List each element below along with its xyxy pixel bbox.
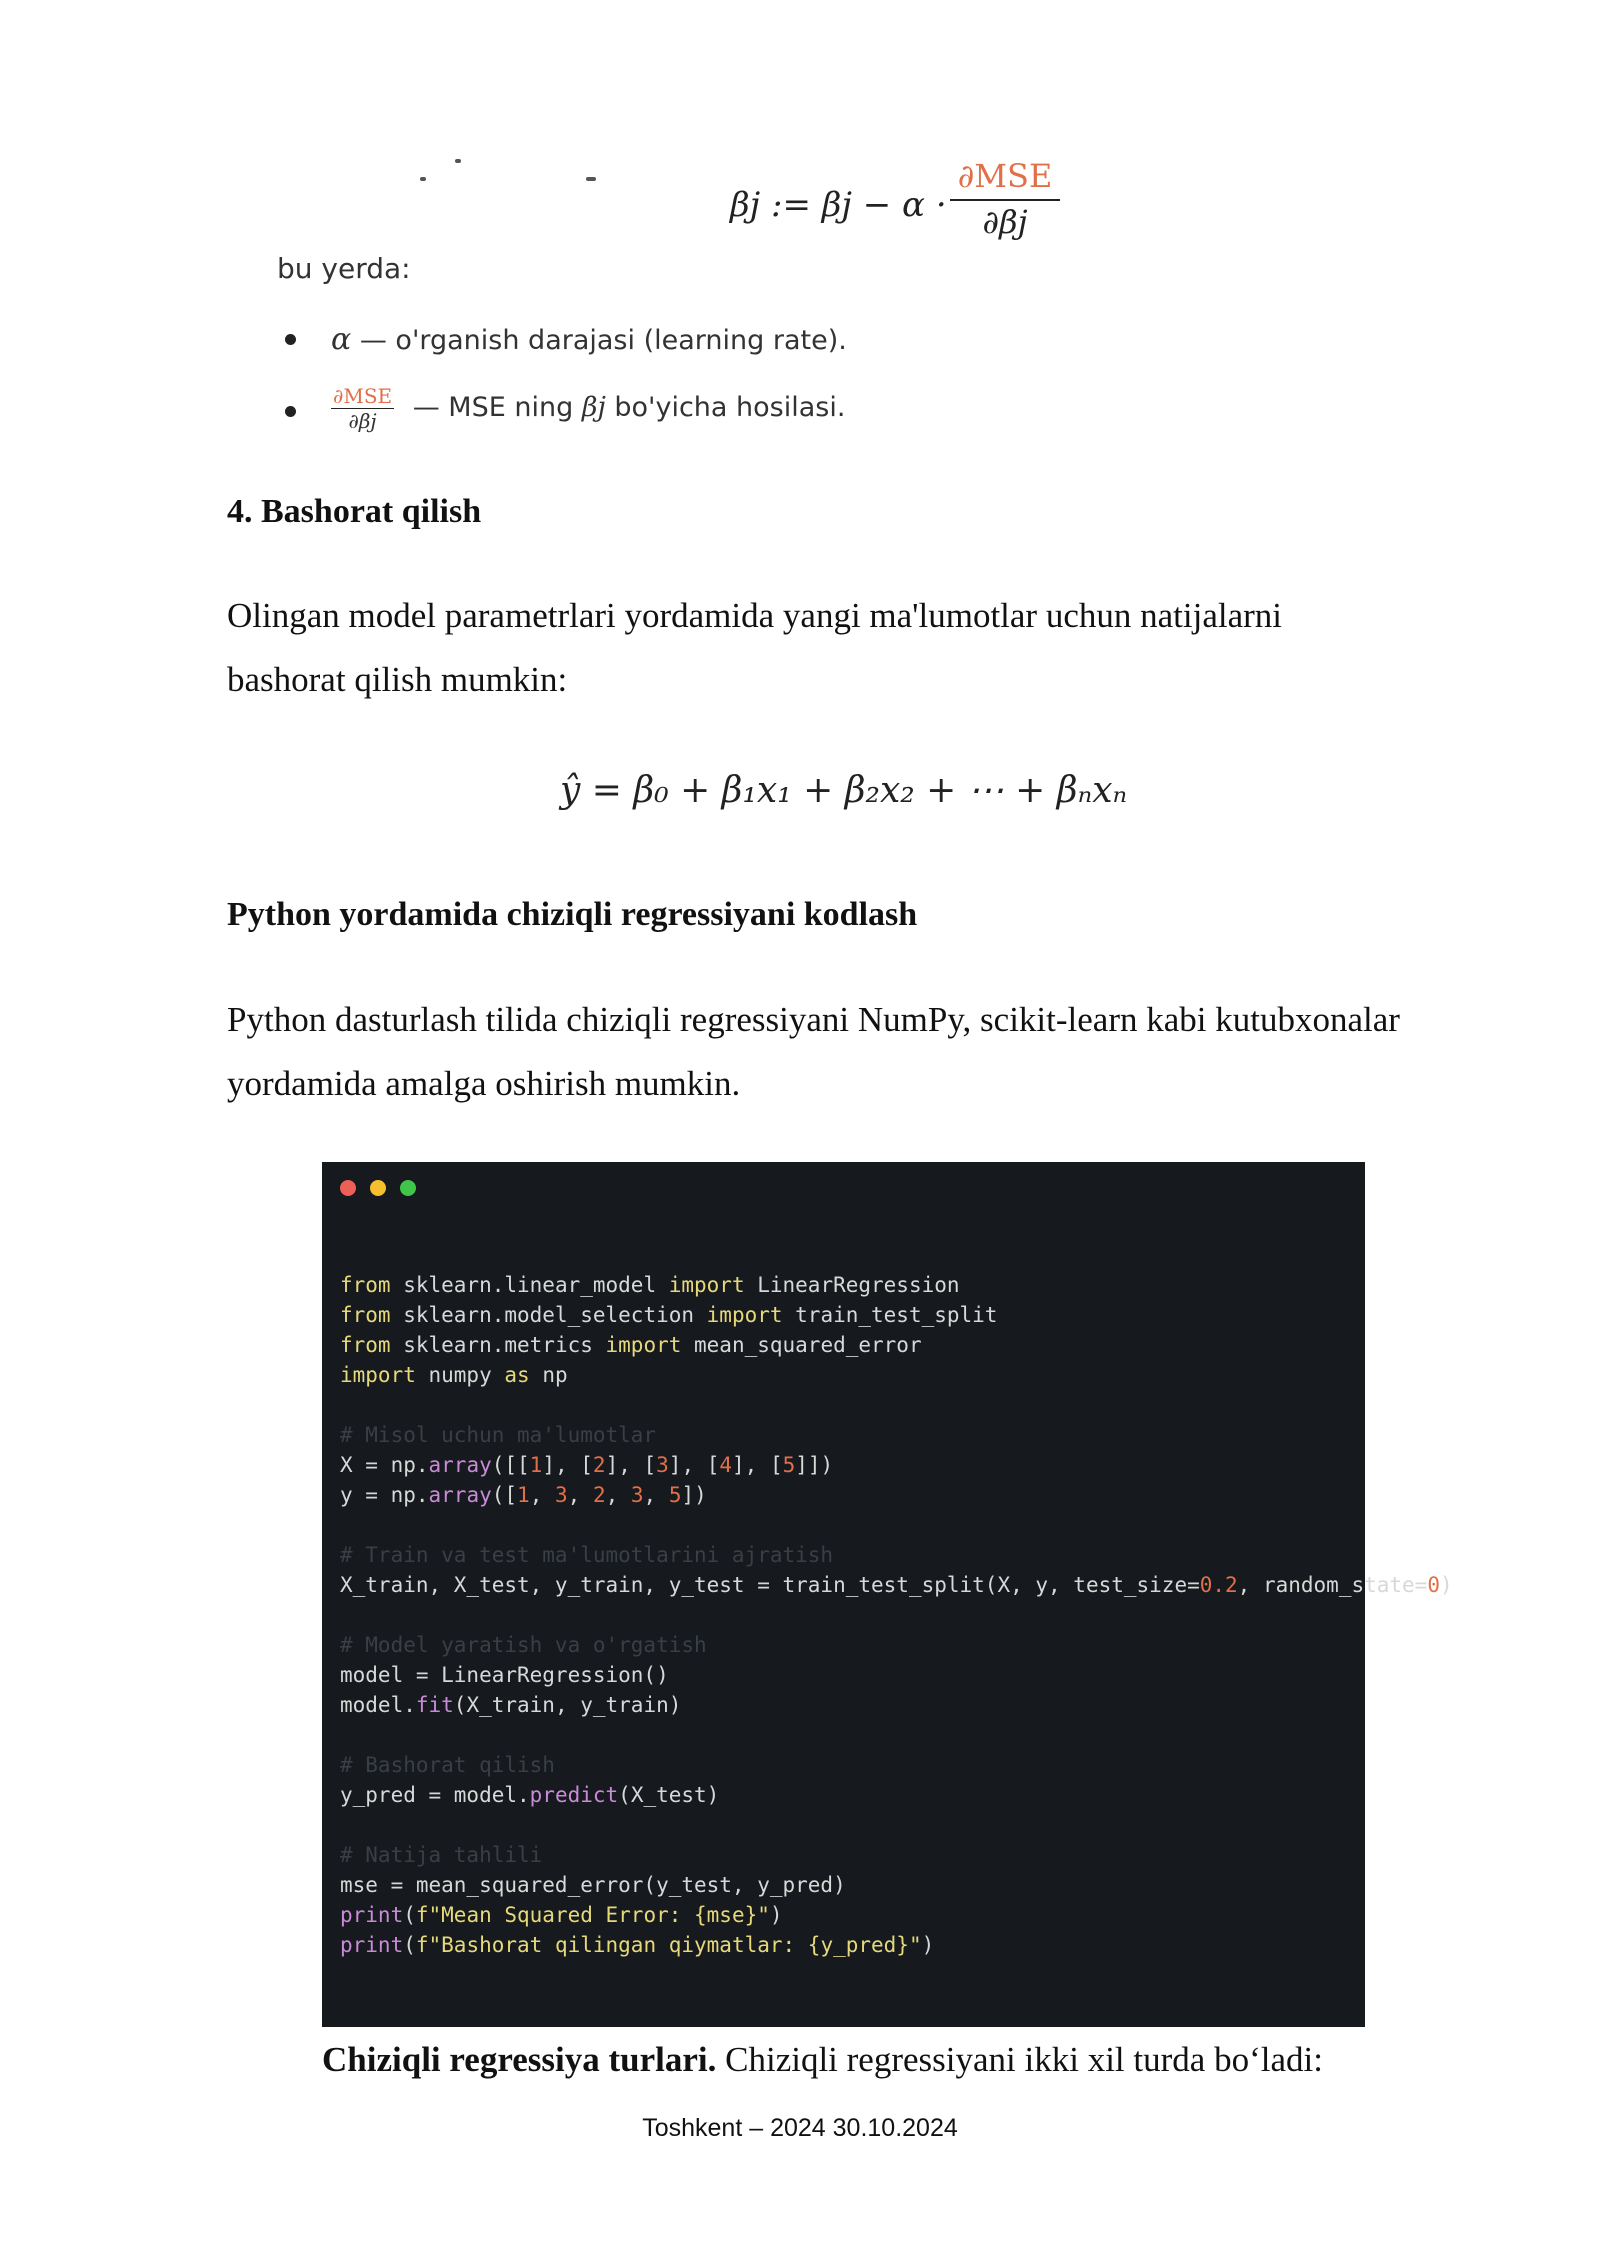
minimize-dot-icon — [370, 1180, 386, 1196]
bullet-text-after: bo'yicha hosilasi. — [605, 392, 846, 423]
page-footer: Toshkent – 2024 30.10.2024 — [642, 2114, 958, 2142]
code-line — [340, 1390, 1453, 1420]
bullet-icon — [285, 406, 296, 417]
code-block — [340, 1270, 1453, 1960]
code-line: # Natija tahlili — [340, 1843, 543, 1867]
code-line: X = np.array([[1], [2], [3], [4], [5]]) — [340, 1453, 834, 1477]
code-line: from sklearn.model_selection import train_test_split — [340, 1303, 998, 1327]
bullet-icon — [285, 334, 296, 345]
gradient-update-formula — [700, 155, 1100, 265]
code-line: from sklearn.linear_model import LinearRegression — [340, 1273, 960, 1297]
code-line: y_pred = model.predict(X_test) — [340, 1783, 720, 1807]
window-controls — [340, 1180, 426, 1201]
bullet-text: — o'rganish darajasi (learning rate). — [351, 325, 847, 356]
code-line — [340, 1720, 1453, 1750]
prediction-formula: ŷ = β₀ + β₁x₁ + β₂x₂ + ⋯ + βₙxₙ — [560, 770, 1128, 811]
code-line: model.fit(X_train, y_train) — [340, 1693, 682, 1717]
alpha-symbol: α — [331, 322, 352, 357]
maximize-dot-icon — [400, 1180, 416, 1196]
formula-fraction — [950, 157, 1060, 241]
code-line — [340, 1810, 1453, 1840]
fraction-numerator: ∂MSE — [333, 384, 393, 408]
code-line: print(f"Mean Squared Error: {mse}") — [340, 1903, 783, 1927]
code-line: print(f"Bashorat qilingan qiymatlar: {y_pred}") — [340, 1933, 935, 1957]
code-line — [340, 1600, 1453, 1630]
code-line: # Train va test ma'lumotlarini ajratish — [340, 1543, 834, 1567]
code-line: X_train, X_test, y_train, y_test = train_test_split(X, y, test_size=0.2, random_state=0) — [340, 1573, 1453, 1597]
close-dot-icon — [340, 1180, 356, 1196]
code-line: import numpy as np — [340, 1363, 568, 1387]
caption-text: Chiziqli regressiyani ikki xil turda boʻladi: — [716, 2040, 1323, 2079]
fraction-denominator: ∂βj — [982, 203, 1028, 241]
paragraph: Olingan model parametrlari yordamida yangi ma'lumotlar uchun natijalarni bashorat qilish mumkin: — [227, 596, 1282, 699]
code-line: # Model yaratish va o'rgatish — [340, 1633, 707, 1657]
formula-lhs: βj := βj − α · — [730, 185, 947, 225]
derivative-fraction — [331, 386, 394, 431]
fraction-denominator: ∂βj — [348, 409, 377, 433]
beta-symbol: βj — [581, 392, 606, 423]
section-heading: Python yordamida chiziqli regressiyani kodlash — [227, 896, 918, 933]
paragraph: Python dasturlash tilida chiziqli regressiyani NumPy, scikit-learn kabi kutubxonalar yordamida amalga oshirish mumkin. — [227, 1000, 1400, 1103]
code-line: y = np.array([1, 3, 2, 3, 5]) — [340, 1483, 707, 1507]
caption — [322, 2040, 1323, 2080]
code-screenshot — [322, 1162, 1453, 2027]
code-line: mse = mean_squared_error(y_test, y_pred) — [340, 1873, 846, 1897]
section-heading: 4. Bashorat qilish — [227, 493, 482, 530]
bullet-text-before: — MSE ning — [404, 392, 582, 423]
code-line: # Misol uchun ma'lumotlar — [340, 1423, 657, 1447]
code-line: # Bashorat qilish — [340, 1753, 555, 1777]
code-line — [340, 1510, 1453, 1540]
fraction-numerator: ∂MSE — [950, 157, 1060, 201]
code-line: model = LinearRegression() — [340, 1663, 669, 1687]
caption-bold: Chiziqli regressiya turlari. — [322, 2040, 717, 2079]
code-line: from sklearn.metrics import mean_squared_error — [340, 1333, 922, 1357]
where-label: bu yerda: — [277, 252, 411, 285]
